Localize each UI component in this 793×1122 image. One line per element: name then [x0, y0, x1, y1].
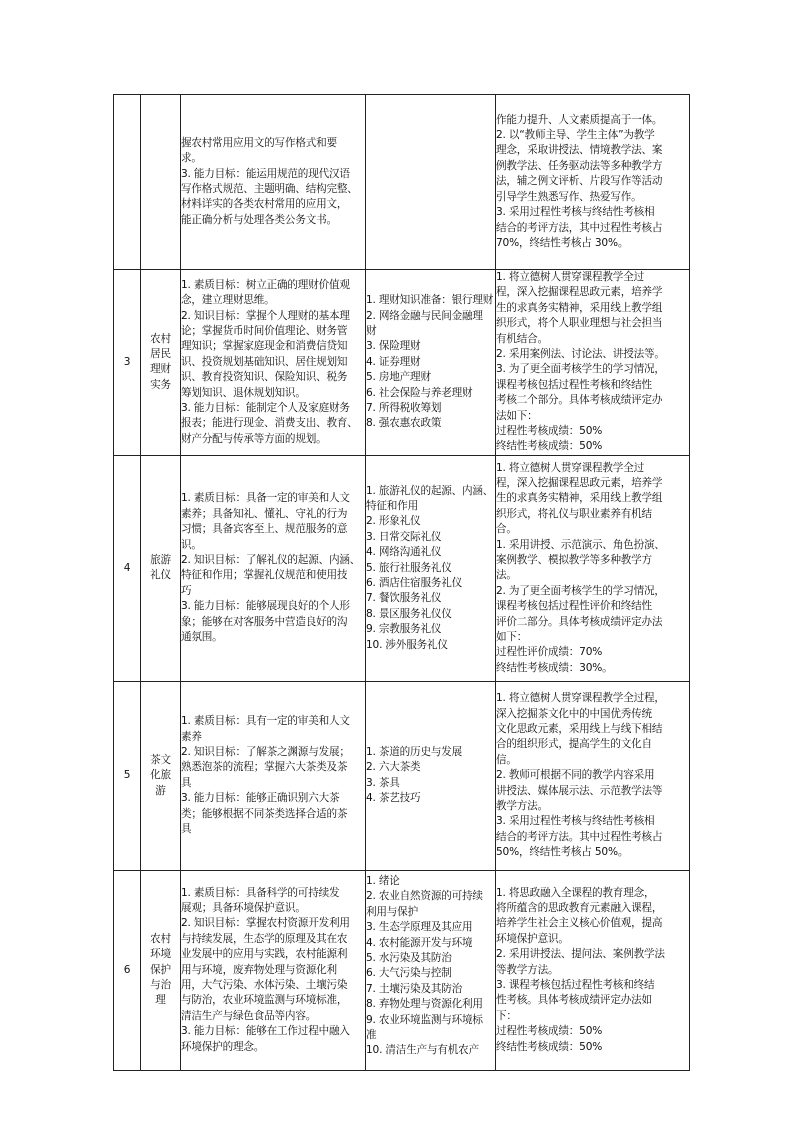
- teaching-methods-line: 1. 将立德树人贯穿课程教学全过: [496, 271, 644, 283]
- course-content-line: 8. 景区服务礼仪仪: [366, 607, 452, 620]
- course-name-line: 农村: [150, 332, 171, 345]
- course-objectives-line: 握农村常用应用文的写作格式和要: [181, 136, 337, 149]
- course-objectives: [181, 681, 366, 870]
- course-objectives-text: [181, 886, 365, 1055]
- teaching-methods-line: 深入挖掘茶文化中的中国优秀传统: [496, 707, 652, 720]
- course-objectives-line: 业发展中的应用与实践，农村能源利: [181, 948, 348, 961]
- course-objectives-line: 念，建立理财思维。: [181, 294, 275, 307]
- course-objectives-line: 素养；具备知礼、懂礼、守礼的行为: [181, 507, 348, 520]
- course-objectives-line: 识。: [181, 538, 202, 551]
- teaching-methods-line: 等教学方法。: [496, 963, 559, 976]
- course-objectives-line: 能正确分析与处理各类公务文书。: [181, 213, 337, 226]
- teaching-methods-line: 2. 采用讲授法、提问法、案例教学法: [496, 948, 665, 961]
- course-name-line: 实务: [150, 378, 171, 391]
- course-name-line: 居民: [150, 348, 171, 361]
- course-objectives-line: 1. 素质目标：具备一定的审美和人文: [181, 492, 350, 505]
- teaching-methods-line: 作能力提升、人文素质提高于一体。: [496, 113, 663, 126]
- course-objectives-line: 象；能够在对客服务中营造良好的沟: [181, 615, 348, 628]
- course-objectives-line: 论；掌握货币时间价值理论、财务管: [181, 324, 348, 337]
- course-content-line: 2. 六大茶类: [366, 761, 421, 774]
- teaching-methods-line: 引导学生熟悉写作、热爱写作。: [496, 190, 642, 203]
- course-objectives-line: 类；能够根据不同茶类选择合适的茶: [181, 807, 348, 820]
- course-objectives-line: 1. 素质目标：具备科学的可持续发: [181, 886, 340, 899]
- course-content-line: 3. 茶具: [366, 776, 400, 789]
- row-number: 4: [114, 455, 141, 681]
- teaching-methods-line: 环境保护意识。: [496, 932, 569, 945]
- course-objectives-line: 写作格式规范、主题明确、结构完整、: [181, 183, 358, 195]
- teaching-methods-line: 课程考核包括过程性评价和终结性: [496, 600, 652, 613]
- course-objectives-line: 求。: [181, 152, 202, 165]
- course-content-line: 4. 农村能源开发与环境: [366, 936, 473, 949]
- course-content-line: 4. 网络沟通礼仪: [366, 546, 442, 559]
- teaching-methods-line: 法。: [496, 569, 517, 582]
- teaching-methods-line: 课程考核包括过程性考核和终结性: [496, 378, 652, 391]
- teaching-methods-text: [496, 691, 689, 860]
- course-objectives-line: 识、教育投资知识、保险知识、税务: [181, 371, 348, 384]
- course-content-line: 7. 餐饮服务礼仪: [366, 592, 442, 605]
- teaching-methods-line: 信。: [496, 753, 517, 766]
- teaching-methods-line: 文化思政元素，采用线上与线下相结: [496, 722, 663, 735]
- course-objectives-line: 通氛围。: [181, 631, 223, 643]
- teaching-methods-line: 过程性考核成绩：50%: [496, 425, 603, 438]
- curriculum-table: [113, 94, 690, 1071]
- teaching-methods: [496, 681, 690, 870]
- teaching-methods-line: 终结性考核成绩：50%: [496, 440, 603, 453]
- row-number: [114, 95, 141, 270]
- course-objectives-line: 具: [181, 823, 192, 836]
- teaching-methods-line: 2. 采用案例法、讨论法、讲授法等。: [496, 348, 665, 361]
- teaching-methods-text: [496, 886, 689, 1055]
- course-name: [141, 681, 181, 870]
- teaching-methods-line: 2. 为了更全面考核学生的学习情况，: [496, 584, 665, 597]
- table-row: [114, 681, 690, 870]
- course-objectives-line: 2. 知识目标：掌握农村资源开发利用: [181, 917, 350, 930]
- teaching-methods-line: 有机结合。: [496, 332, 548, 345]
- course-objectives-line: 展观；具备环境保护意识。: [181, 902, 306, 915]
- course-objectives-line: 2. 知识目标：了解茶之渊源与发展；: [181, 746, 350, 759]
- table-row: [114, 455, 690, 681]
- teaching-methods-line: 法，辅之例文评析、片段写作等活动: [496, 175, 663, 188]
- course-objectives-line: 财产分配与传承等方面的规划。: [181, 432, 327, 445]
- course-content-line: 7. 所得税收筹划: [366, 401, 442, 414]
- teaching-methods-line: 例教学法、任务驱动法等多种教学方: [496, 159, 663, 172]
- row-number: 5: [114, 681, 141, 870]
- course-objectives: [181, 270, 366, 456]
- teaching-methods: [496, 870, 690, 1070]
- teaching-methods-line: 合的组织形式，提高学生的文化自: [496, 738, 652, 751]
- teaching-methods: [496, 455, 690, 681]
- course-objectives: [181, 455, 366, 681]
- teaching-methods-line: 案例教学、模拟教学等多种教学方: [496, 553, 652, 566]
- teaching-methods-line: 1. 将思政融入全课程的教育理念，: [496, 886, 655, 899]
- course-content-line: 6. 大气污染与控制: [366, 967, 452, 980]
- course-content-line: 1. 茶道的历史与发展: [366, 746, 463, 759]
- course-objectives-line: 素养: [181, 730, 202, 743]
- course-objectives-line: 与持续发展，生态学的原理及其在农: [181, 932, 348, 945]
- course-name: [141, 870, 181, 1070]
- course-content-line: 9. 宗教服务礼仪: [366, 623, 442, 636]
- course-content-line: 10. 涉外服务礼仪: [366, 638, 448, 651]
- course-name-line: 茶文: [150, 753, 171, 766]
- course-name-line: 理财: [150, 363, 171, 376]
- course-content-line: 4. 证券理财: [366, 355, 421, 368]
- teaching-methods-line: 生的求真务实精神，采用线上教学组: [496, 301, 663, 314]
- course-name-text: [141, 932, 180, 1009]
- teaching-methods: [496, 270, 690, 456]
- table-row: [114, 95, 690, 270]
- course-content-line: 1. 绪论: [366, 874, 400, 887]
- course-content-line: 2. 网络金融与民间金融理: [366, 309, 483, 322]
- course-name-line: 理: [155, 994, 166, 1007]
- teaching-methods-line: 1. 将立德树人贯穿课程教学全过: [496, 461, 644, 474]
- course-objectives-line: 3. 能力目标：能够正确识别六大茶: [181, 792, 340, 805]
- course-name: [141, 270, 181, 456]
- course-content: [366, 95, 496, 270]
- course-content-line: 5. 水污染及其防治: [366, 951, 452, 964]
- course-content-line: 3. 保险理财: [366, 340, 421, 353]
- course-objectives-line: 熟悉泡茶的流程；掌握六大茶类及茶: [181, 761, 348, 774]
- course-content-line: 特征和作用: [366, 500, 418, 513]
- course-objectives-text: [181, 714, 365, 837]
- course-name-text: [141, 753, 180, 799]
- course-name-line: 礼仪: [150, 569, 171, 582]
- teaching-methods-line: 70%，终结性考核占 30%。: [496, 236, 629, 249]
- course-objectives-line: 3. 能力目标：能够在工作过程中融入: [181, 1025, 350, 1038]
- course-content: [366, 870, 496, 1070]
- row-number: 3: [114, 270, 141, 456]
- teaching-methods-line: 教学方法。: [496, 799, 548, 812]
- curriculum-table-body: [114, 95, 690, 1071]
- course-content-line: 2. 形象礼仪: [366, 515, 421, 528]
- teaching-methods-line: 考核二个部分。具体考核成绩评定办: [496, 394, 663, 407]
- teaching-methods-line: 结合的考评方法。其中过程性考核占: [496, 830, 663, 843]
- teaching-methods-line: 2. 以“教师主导、学生主体”为教学: [496, 129, 655, 142]
- course-objectives-line: 3. 能力目标：能够展现良好的个人形: [181, 600, 350, 613]
- course-content-line: 5. 房地产理财: [366, 371, 431, 384]
- course-content-line: 利用与保护: [366, 905, 418, 918]
- teaching-methods-line: 生的求真务实精神，采用线上教学组: [496, 492, 663, 505]
- course-content-text: [366, 874, 495, 1059]
- course-content-line: 3. 日常交际礼仪: [366, 530, 442, 543]
- course-name-line: 环境: [150, 948, 171, 961]
- teaching-methods-line: 3. 为了更全面考核学生的学习情况，: [496, 363, 665, 376]
- course-objectives-line: 特征和作用；掌握礼仪规范和使用技: [181, 569, 348, 582]
- row-number: 6: [114, 870, 141, 1070]
- course-content: [366, 455, 496, 681]
- teaching-methods-line: 1. 将立德树人贯穿课程教学全过程，: [496, 692, 665, 705]
- course-content-line: 6. 酒店住宿服务礼仪: [366, 577, 463, 590]
- course-objectives-text: [181, 491, 365, 645]
- course-name-line: 与治: [150, 979, 171, 992]
- teaching-methods-line: 程，深入挖掘课程思政元素，培养学: [496, 286, 663, 299]
- course-objectives-line: 报表；能进行现金、消费支出、教育、: [181, 417, 358, 430]
- teaching-methods-line: 织形式，将个人职业理想与社会担当: [496, 317, 663, 330]
- course-content: [366, 681, 496, 870]
- teaching-methods-line: 终结性考核成绩：30%。: [496, 661, 613, 674]
- teaching-methods-line: 3. 采用过程性考核与终结性考核相: [496, 815, 655, 828]
- course-content-text: [366, 484, 495, 653]
- course-content-line: 7. 土壤污染及其防治: [366, 982, 463, 995]
- course-name-line: 游: [155, 784, 166, 797]
- teaching-methods-text: [496, 461, 689, 677]
- course-objectives-text: [181, 278, 365, 447]
- course-objectives-line: 识、投资规划基础知识、居住规划知: [181, 355, 348, 368]
- course-objectives-line: 理知识；掌握家庭现金和消费信贷知: [181, 340, 348, 353]
- course-name: [141, 95, 181, 270]
- teaching-methods-line: 3. 课程考核包括过程性考核和终结: [496, 979, 655, 992]
- teaching-methods-line: 2. 教师可根据不同的教学内容采用: [496, 769, 655, 782]
- table-row: [114, 870, 690, 1070]
- course-name-line: 保护: [150, 963, 171, 976]
- course-name: [141, 455, 181, 681]
- course-objectives-line: 3. 能力目标：能运用规范的现代汉语: [181, 167, 350, 180]
- teaching-methods-line: 过程性考核成绩：50%: [496, 1025, 603, 1038]
- course-name-text: [141, 332, 180, 394]
- course-content-line: 5. 旅行社服务礼仪: [366, 561, 452, 574]
- course-objectives-line: 具: [181, 776, 192, 789]
- course-content-line: 8. 弃物处理与资源化利用: [366, 998, 483, 1011]
- course-content-text: [366, 745, 495, 807]
- teaching-methods-line: 法如下：: [496, 409, 538, 422]
- course-name-text: [141, 553, 180, 584]
- course-objectives-line: 环境保护的理念。: [181, 1040, 265, 1053]
- teaching-methods-line: 3. 采用过程性考核与终结性考核相: [496, 206, 655, 219]
- course-content-line: 2. 农业自然资源的可持续: [366, 890, 483, 903]
- course-objectives-line: 1. 素质目标：树立正确的理财价值观: [181, 278, 350, 291]
- teaching-methods-line: 评价二部分。具体考核成绩评定办法: [496, 615, 663, 628]
- course-content-line: 3. 生态学原理及其应用: [366, 921, 473, 934]
- course-content-line: 8. 强农惠农政策: [366, 417, 442, 430]
- teaching-methods-text: [496, 270, 689, 455]
- course-objectives-line: 清洁生产与绿色食品等内容。: [181, 1009, 317, 1022]
- teaching-methods-line: 培养学生社会主义核心价值观，提高: [496, 917, 663, 930]
- course-objectives-text: [181, 136, 365, 228]
- course-name-line: 化旅: [150, 769, 171, 782]
- teaching-methods-line: 50%，终结性考核占 50%。: [496, 846, 629, 859]
- teaching-methods-line: 过程性评价成绩：70%: [496, 646, 603, 659]
- teaching-methods-line: 如下：: [496, 631, 528, 643]
- course-objectives-line: 2. 知识目标：了解礼仪的起源、内涵、: [181, 553, 361, 566]
- teaching-methods-line: 讲授法、媒体展示法、示范教学法等: [496, 784, 663, 797]
- course-content-line: 准: [366, 1028, 377, 1041]
- teaching-methods-line: 合。: [496, 523, 517, 536]
- teaching-methods-line: 将所蕴含的思政教育元素融入课程，: [496, 902, 663, 915]
- course-content-text: [366, 293, 495, 432]
- course-objectives-line: 筹划知识、退休规划知识。: [181, 386, 306, 399]
- course-content-line: 9. 农业环境监测与环境标: [366, 1013, 483, 1026]
- teaching-methods-line: 性考核。具体考核成绩评定办法如: [496, 994, 652, 1007]
- course-content-line: 1. 旅游礼仪的起源、内涵、: [366, 484, 494, 497]
- course-objectives-line: 习惯；具备宾客至上、规范服务的意: [181, 523, 348, 536]
- teaching-methods-line: 1. 采用讲授、示范演示、角色扮演、: [496, 538, 665, 551]
- course-content-line: 10. 清洁生产与有机农产: [366, 1044, 479, 1057]
- course-objectives-line: 用，大气污染、水体污染、土壤污染: [181, 979, 348, 992]
- course-objectives-line: 材料详实的各类农村常用的应用文，: [181, 198, 348, 211]
- course-content-line: 财: [366, 324, 377, 337]
- course-content: [366, 270, 496, 456]
- course-objectives-line: 巧: [181, 584, 192, 597]
- table-row: [114, 270, 690, 456]
- teaching-methods-line: 下：: [496, 1009, 517, 1022]
- course-name-line: 旅游: [150, 553, 171, 566]
- course-objectives-line: 与防治，农业环境监测与环境标准，: [181, 994, 348, 1007]
- teaching-methods-line: 理念，采取讲授法、情境教学法、案: [496, 144, 663, 157]
- teaching-methods-line: 程，深入挖掘课程思政元素，培养学: [496, 476, 663, 489]
- teaching-methods-line: 终结性考核成绩：50%: [496, 1040, 603, 1053]
- course-objectives-line: 用与环境，废弃物处理与资源化利: [181, 963, 337, 976]
- course-content-line: 6. 社会保险与养老理财: [366, 386, 473, 399]
- teaching-methods-text: [496, 113, 689, 252]
- course-content-line: 1. 理财知识准备：银行理财: [366, 294, 494, 307]
- course-objectives-line: 1. 素质目标：具有一定的审美和人文: [181, 715, 350, 728]
- course-name-line: 农村: [150, 932, 171, 945]
- course-objectives: [181, 95, 366, 270]
- course-objectives-line: 3. 能力目标：能制定个人及家庭财务: [181, 401, 350, 414]
- course-objectives: [181, 870, 366, 1070]
- teaching-methods: [496, 95, 690, 270]
- course-objectives-line: 2. 知识目标：掌握个人理财的基本理: [181, 309, 350, 322]
- course-content-line: 4. 茶艺技巧: [366, 792, 421, 805]
- teaching-methods-line: 织形式，将礼仪与职业素养有机结: [496, 507, 652, 520]
- teaching-methods-line: 结合的考评方法，其中过程性考核占: [496, 221, 663, 234]
